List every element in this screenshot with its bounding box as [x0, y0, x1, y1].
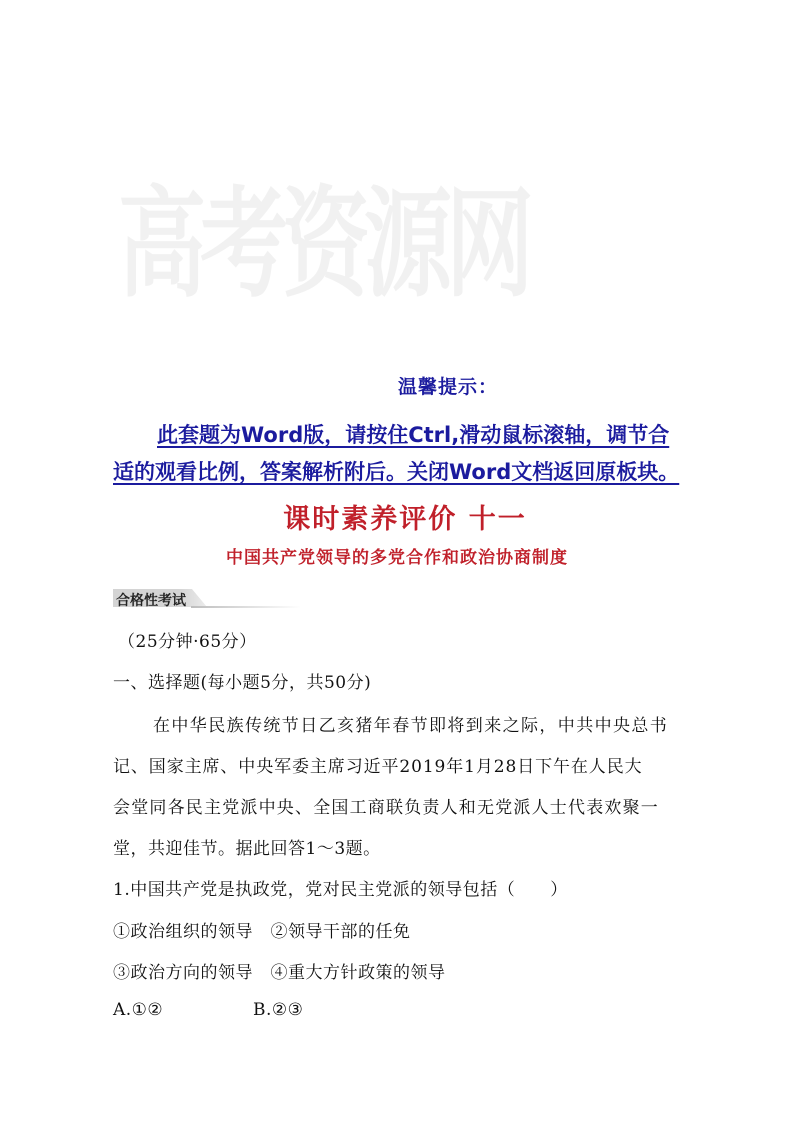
tip-title: 温馨提示：	[398, 376, 499, 398]
lesson-title: 课时素养评价 十一	[283, 504, 527, 535]
lesson-subtitle: 中国共产党领导的多党合作和政治协商制度	[226, 548, 568, 568]
time-score-info: （25分钟·65分）	[118, 632, 257, 652]
passage-line-1: 在中华民族传统节日乙亥猪年春节即将到来之际，中共中央总书	[153, 716, 669, 736]
tip-line-1: 此套题为Word版，请按住Ctrl,滑动鼠标滚轴，调节合	[157, 423, 670, 447]
section-tag-underline	[191, 606, 301, 608]
passage-line-4: 堂，共迎佳节。据此回答1～3题。	[113, 839, 381, 859]
question-1-options	[113, 1000, 303, 1020]
section-tag-label: 合格性考试	[116, 593, 186, 609]
tip-line-2: 适的观看比例，答案解析附后。关闭Word文档返回原板块。	[113, 460, 680, 484]
question-1-stem: 1.中国共产党是执政党，党对民主党派的领导包括（ ）	[113, 880, 568, 900]
passage-line-2: 记、国家主席、中央军委主席习近平2019年1月28日下午在人民大	[113, 757, 643, 777]
option-a: A.①②	[113, 1000, 164, 1020]
watermark: 高考资源网	[118, 172, 529, 314]
option-b: B.②③	[253, 1000, 304, 1020]
section-tag	[113, 589, 313, 609]
passage-line-3: 会堂同各民主党派中央、全国工商联负责人和无党派人士代表欢聚一	[113, 798, 659, 818]
question-1-items-1: ①政治组织的领导 ②领导干部的任免	[113, 922, 411, 942]
section-heading: 一、选择题(每小题5分，共50分)	[113, 673, 372, 693]
question-1-items-2: ③政治方向的领导 ④重大方针政策的领导	[113, 963, 446, 983]
